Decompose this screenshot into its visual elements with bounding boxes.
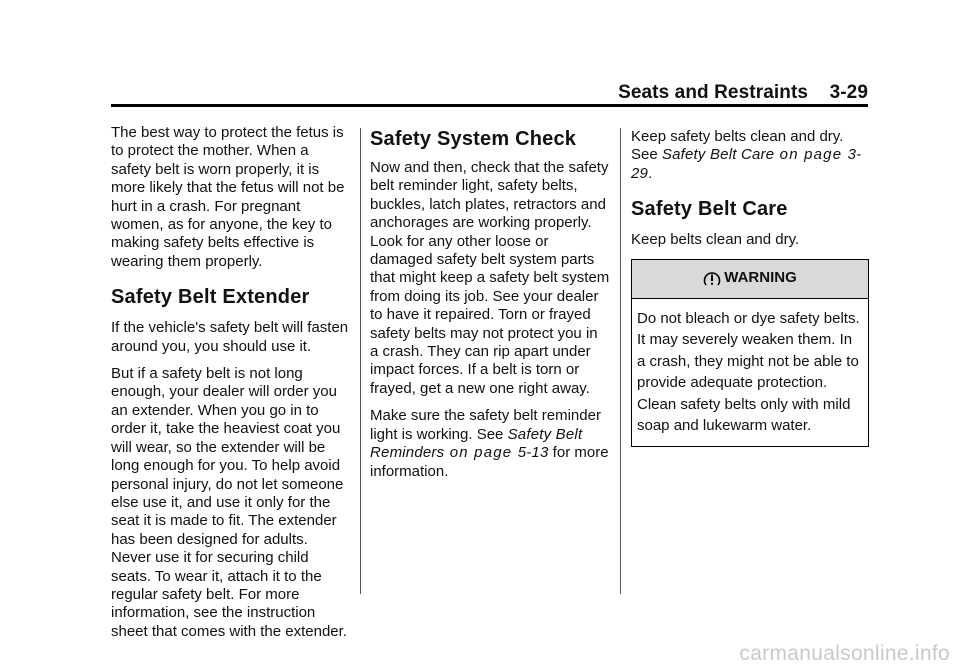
warning-icon xyxy=(703,270,721,288)
column-1 xyxy=(111,124,351,650)
belt-care-cross-reference[interactable]: Safety Belt Care on page 3-29 xyxy=(631,146,862,182)
column-divider-1 xyxy=(360,128,361,594)
column-3 xyxy=(631,128,871,447)
system-check-paragraph-2: Make sure the safety belt reminder light is working. See Safety Belt Reminders on page 5-13 for more information. xyxy=(370,407,609,480)
page-number: 3-29 xyxy=(829,82,868,103)
reminders-cross-reference[interactable]: Safety Belt Reminders on page 5-13 xyxy=(370,425,583,462)
belt-care-paragraph: Keep belts clean and dry. xyxy=(631,231,800,249)
header-rule xyxy=(111,104,868,107)
warning-box xyxy=(631,259,869,447)
column-2 xyxy=(370,127,610,490)
extender-paragraph-1: If the vehicle's safety belt will fasten around you, you should use it. xyxy=(111,319,349,355)
section-title: Seats and Restraints xyxy=(618,82,809,103)
warning-header xyxy=(632,260,868,299)
extender-heading: Safety Belt Extender xyxy=(111,286,310,309)
belt-care-heading: Safety Belt Care xyxy=(631,198,788,221)
page-header xyxy=(111,82,868,104)
clean-dry-paragraph: Keep safety belts clean and dry. See Safety Belt Care on page 3-29. xyxy=(631,128,862,182)
watermark: carmanualsonline.info xyxy=(739,642,950,665)
fetus-paragraph: The best way to protect the fetus is to protect the mother. When a safety belt is worn properly, it is more likely that the fetus will not be hurt in a crash. For pregnant women, as for anyone, the key to making safety belts effective is wearing them properly. xyxy=(111,124,345,270)
system-check-heading: Safety System Check xyxy=(370,128,577,150)
system-check-paragraph-1: Now and then, check that the safety belt reminder light, safety belts, buckles, latch plates, retractors and anchorages are working properly. Look for any other loose or damaged safety belt system parts that might keep a safety belt system from doing its job. See your dealer to have it repaired. Torn or frayed safety belts may not protect you in a crash. They can rip apart under impact forces. If a belt is torn or frayed, get a new one right away. xyxy=(370,159,610,397)
column-divider-2 xyxy=(620,128,621,594)
header-text xyxy=(618,82,868,104)
warning-text: Do not bleach or dye safety belts. It may severely weaken them. In a crash, they might not be able to provide adequate protection. Clean safety belts only with mild soap and lukewarm water. xyxy=(637,309,860,435)
warning-title: WARNING xyxy=(724,269,797,287)
extender-paragraph-2: But if a safety belt is not long enough, your dealer will order you an extender. When you go in to order it, take the heaviest coat you will wear, so the extender will be long enough for you. To help avoid personal injury, do not let someone else use it, and use it only for the seat it is made to fit. The extender has been designed for adults. Never use it for securing child seats. To wear it, attach it to the regular safety belt. For more information, see the instruction sheet that comes with the extender. xyxy=(111,365,347,640)
